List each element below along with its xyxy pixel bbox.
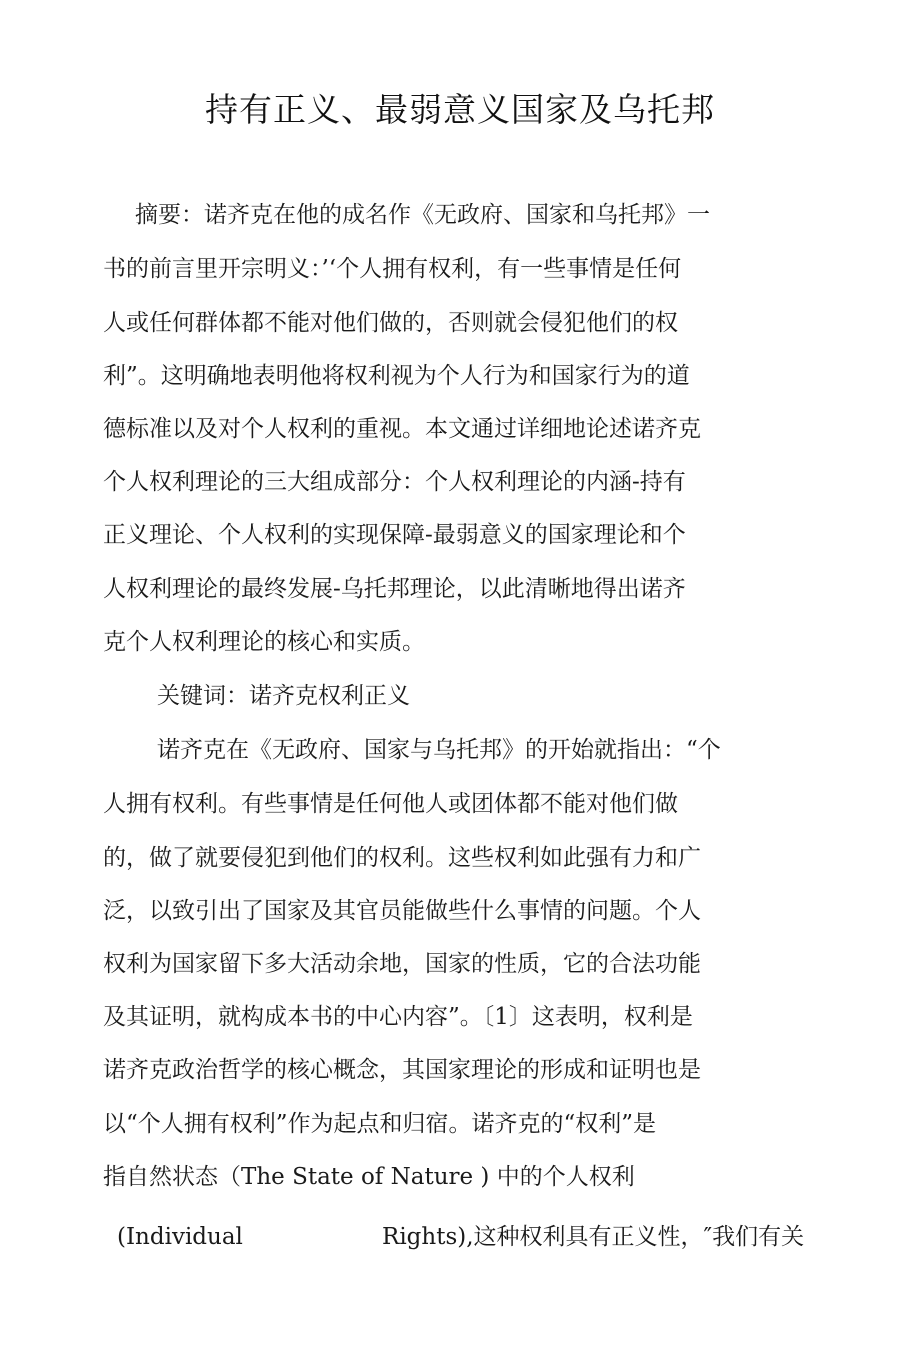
keywords-line: 关键词：诺齐克权利正义 <box>157 683 410 709</box>
abstract-line: 克个人权利理论的核心和实质。 <box>103 629 425 655</box>
body-line: 诺齐克在《无政府、国家与乌托邦》的开始就指出：“个 <box>157 737 721 763</box>
body-line: 以“个人拥有权利”作为起点和归宿。诺齐克的“权利”是 <box>103 1111 657 1137</box>
abstract-line: 书的前言里开宗明义：’‘个人拥有权利，有一些事情是任何 <box>103 256 682 282</box>
body-line: 的，做了就要侵犯到他们的权利。这些权利如此强有力和广 <box>103 845 701 871</box>
body-line: 人拥有权利。有些事情是任何他人或团体都不能对他们做 <box>103 791 678 817</box>
abstract-line: 正义理论、个人权利的实现保障-最弱意义的国家理论和个 <box>103 522 686 548</box>
abstract-line: 德标准以及对个人权利的重视。本文通过详细地论述诺齐克 <box>103 416 701 442</box>
body-line: 及其证明，就构成本书的中心内容”。〔1〕这表明，权利是 <box>103 1004 693 1030</box>
body-line-right: Rights),这种权利具有正义性，″我们有关 <box>382 1224 805 1250</box>
abstract-line: 人权利理论的最终发展-乌托邦理论，以此清晰地得出诺齐 <box>103 576 686 602</box>
abstract-line: 个人权利理论的三大组成部分：个人权利理论的内涵-持有 <box>103 469 686 495</box>
body-line: 指自然状态（The State of Nature ) 中的个人权利 <box>103 1164 635 1190</box>
body-line-left: (Individual <box>117 1224 243 1250</box>
abstract-line: 摘要：诺齐克在他的成名作《无政府、国家和乌托邦》一 <box>135 202 710 228</box>
body-line: 权利为国家留下多大活动余地，国家的性质，它的合法功能 <box>103 951 701 977</box>
abstract-line: 利”。这明确地表明他将权利视为个人行为和国家行为的道 <box>103 363 690 389</box>
body-line: 诺齐克政治哲学的核心概念，其国家理论的形成和证明也是 <box>103 1057 701 1083</box>
body-line: 泛，以致引出了国家及其官员能做些什么事情的问题。个人 <box>103 898 701 924</box>
document-title: 持有正义、最弱意义国家及乌托邦 <box>205 90 715 129</box>
abstract-line: 人或任何群体都不能对他们做的，否则就会侵犯他们的权 <box>103 310 678 336</box>
